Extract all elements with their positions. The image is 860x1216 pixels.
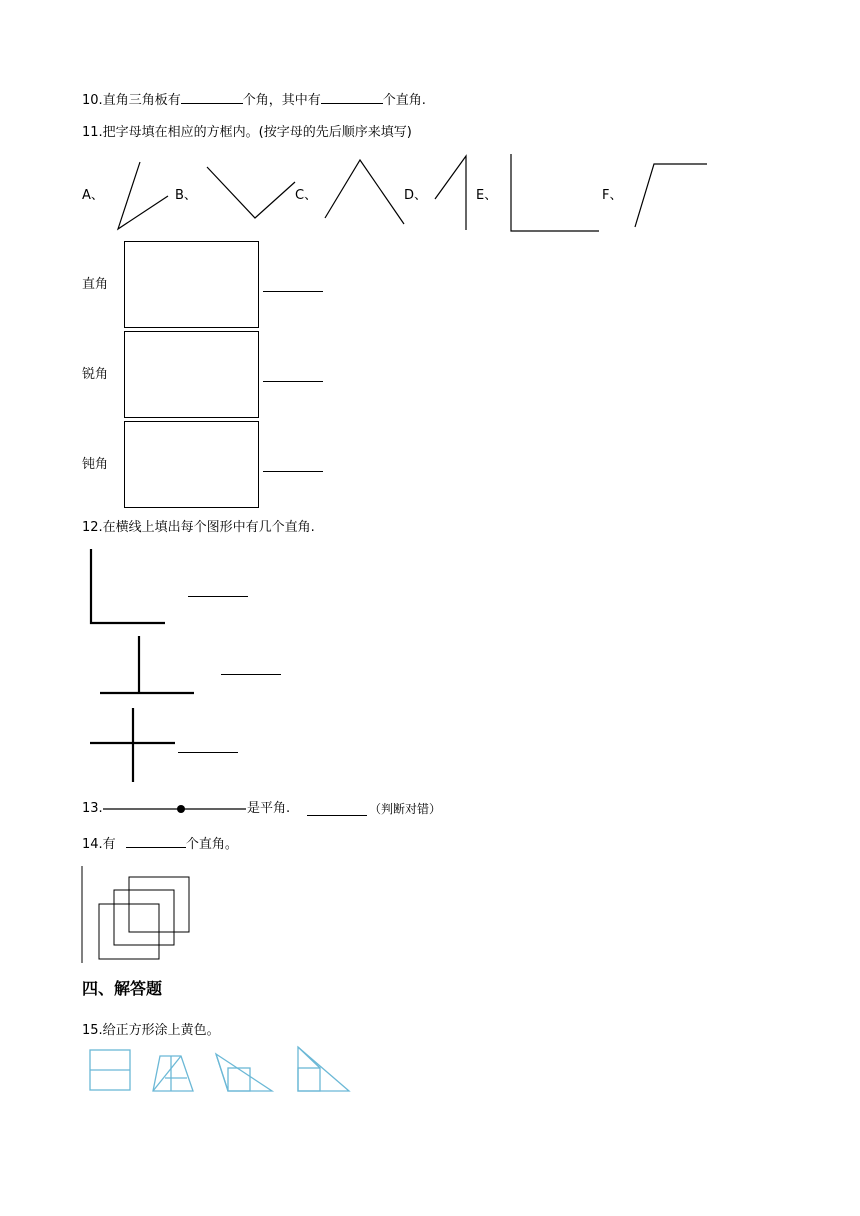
- q11-option-a-label: A、: [82, 188, 104, 203]
- q11-option-f-label: F、: [602, 188, 623, 203]
- q15-prompt: 15.给正方形涂上黄色。: [82, 1023, 220, 1038]
- q13-suffix: （判断对错）: [369, 802, 442, 816]
- q15-figure-4-right-triangle: [298, 1047, 349, 1091]
- q10-text-c: 个直角.: [382, 93, 426, 108]
- q15-figure-1-split-square: [90, 1050, 130, 1090]
- q11-option-d-label: D、: [404, 188, 428, 203]
- q15-figure-2-trapezoid: [153, 1056, 193, 1091]
- q11-row-right-angle-label: 直角: [82, 277, 109, 292]
- q14-text-a: 14.有: [82, 837, 116, 852]
- q10-text-b: 个角，其中有: [242, 93, 321, 108]
- q11-row-acute-angle-label: 锐角: [82, 367, 109, 382]
- q11-option-b-label: B、: [175, 188, 197, 203]
- q10-text-a: 直角三角板有: [102, 93, 181, 108]
- q11-prompt: 11.把字母填在相应的方框内。(按字母的先后顺序来填写): [82, 125, 412, 140]
- q10-number: 10.: [82, 93, 103, 108]
- q13-text: 是平角.: [247, 801, 291, 816]
- q15-figure-3-diagonal-triangle: [216, 1054, 272, 1091]
- q14-text-b: 个直角。: [185, 837, 238, 852]
- q13-number: 13.: [82, 801, 103, 816]
- q11-option-e-label: E、: [476, 188, 498, 203]
- q11-row-obtuse-angle-label: 钝角: [82, 457, 109, 472]
- q11-option-c-label: C、: [295, 188, 318, 203]
- section-4-heading: 四、解答题: [82, 979, 163, 998]
- q12-prompt: 12.在横线上填出每个图形中有几个直角.: [82, 520, 315, 535]
